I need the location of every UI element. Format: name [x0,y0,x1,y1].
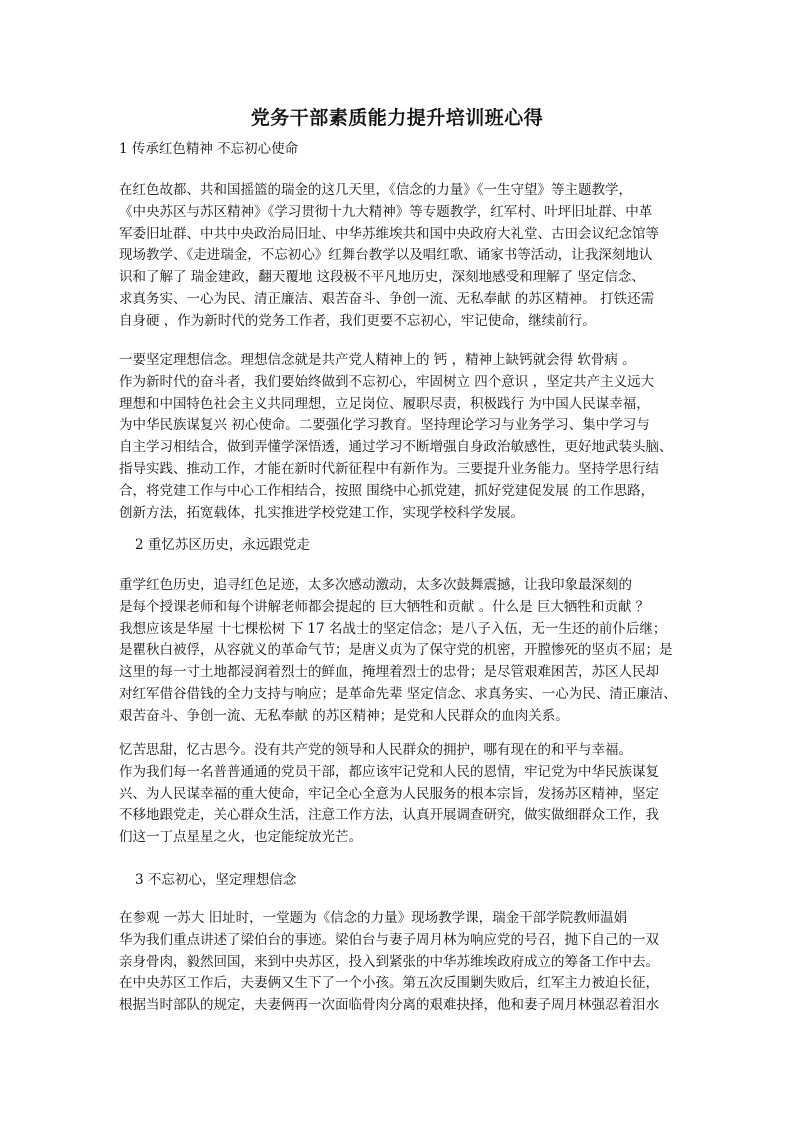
paragraph-line: 军委旧址群、中共中央政治局旧址、中华苏维埃共和国中央政府大礼堂、古田会议纪念馆等 [119,225,659,242]
paragraph-1 [119,180,679,333]
paragraph-line: 现场教学、《走进瑞金，不忘初心》红舞台教学以及唱红歌、诵家书等活动，让我深刻地认 [119,247,653,264]
paragraph-line: 作为新时代的奋斗者，我们要始终做到不忘初心，牢固树立 四个意识 ，坚定共产主义远大 [119,373,655,390]
section-heading-3: 3 不忘初心，坚定理想信念 [135,872,297,888]
paragraph-line: 指导实践、推动工作，才能在新时代新征程中有新作为。三要提升业务能力。坚持学思行结 [119,460,659,477]
paragraph-line: 理想和中国特色社会主义共同理想，立足岗位、履职尽责，积极践行 为中国人民谋幸福， [119,395,650,412]
paragraph-line: 忆苦思甜，忆古思今。没有共产党的领导和人民群众的拥护，哪有现在的和平与幸福。 [119,742,632,758]
paragraph-line: 艰苦奋斗、争创一流、无私奉献 的苏区精神；是党和人民群众的血肉关系。 [119,707,569,724]
section-heading-2: 2 重忆苏区历史，永远跟党走 [135,537,310,553]
paragraph-line: 求真务实、一心为民、清正廉洁、艰苦奋斗、争创一流、无私奉献 的苏区精神。 打铁还需 [119,290,655,307]
paragraph-line: 们这一丁点星星之火，也定能绽放光芒。 [119,829,362,846]
paragraph-line: 一要坚定理想信念。理想信念就是共产党人精神上的 钙 ，精神上缺钙就会得 软骨病 。 [119,352,636,368]
paragraph-line: 《中央苏区与苏区精神》《学习贯彻十九大精神》等专题教学，红军村、叶坪旧址群、中革 [119,203,653,220]
paragraph-line: 自身硬 ，作为新时代的党务工作者，我们更要不忘初心，牢记使命，继续前行。 [119,312,596,329]
paragraph-line: 作为我们每一名普普通通的党员干部，都应该牢记党和人民的恩情，牢记党为中华民族谋复 [119,763,659,780]
paragraph-line: 根据当时部队的规定，夫妻俩再一次面临骨肉分离的艰难抉择，他和妻子周月林强忍着泪水 [119,997,659,1014]
paragraph-line: 我想应该是华屋 十七棵松树 下 17 名战士的坚定信念；是八子入伍，无一生还的前仆后继； [119,620,667,637]
paragraph-line: 对红军借谷借钱的全力支持与响应；是革命先辈 坚定信念、求真务实、一心为民、清正廉洁、 [119,685,677,702]
document-title: 党务干部素质能力提升培训班心得 [250,107,544,129]
paragraph-line: 合，将党建工作与中心工作相结合，按照 围绕中心抓党建，抓好党建促发展 的工作思路， [119,482,655,499]
paragraph-line: 是每个授课老师和每个讲解老师都会提起的 巨大牺牲和贡献 。什么是 巨大牺牲和贡献 ？ [119,598,650,615]
paragraph-2 [119,350,679,524]
paragraph-line: 在参观 一苏大 旧址时，一堂题为《信念的力量》现场教学课，瑞金干部学院教师温娟 [119,910,628,926]
paragraph-line: 是瞿秋白被俘，从容就义的革命气节；是唐义贞为了保守党的机密，开膛惨死的坚贞不屈；是 [119,642,673,659]
paragraph-line: 识和了解了 瑞金建政，翻天覆地 这段极不平凡地历史，深刻地感受和理解了 坚定信念、 [119,269,645,286]
paragraph-line: 重学红色历史，追寻红色足迹，太多次感动激动，太多次鼓舞震撼，让我印象最深刻的 [119,577,632,593]
paragraph-line: 华为我们重点讲述了梁伯台的事迹。梁伯台与妻子周月林为响应党的号召，抛下自己的一双 [119,931,659,948]
paragraph-line: 亲身骨肉，毅然回国，来到中央苏区，投入到紧张的中华苏维埃政府成立的筹备工作中去。 [119,953,659,970]
section-heading-1: 1 传承红色精神 不忘初心使命 [119,141,299,157]
paragraph-5 [119,908,679,1017]
paragraph-4 [119,740,679,849]
paragraph-line: 兴、为人民谋幸福的重大使命，牢记全心全意为人民服务的根本宗旨，发扬苏区精神，坚定 [119,785,659,802]
paragraph-line: 这里的每一寸土地都浸润着烈士的鲜血，掩埋着烈士的忠骨；是尽管艰难困苦，苏区人民却 [119,664,659,681]
paragraph-line: 为中华民族谋复兴 初心使命。二要强化学习教育。坚持理论学习与业务学习、集中学习与 [119,417,650,434]
paragraph-line: 在红色故都、共和国摇篮的瑞金的这几天里，《信念的力量》《一生守望》等主题教学， [119,182,632,198]
paragraph-line: 在中央苏区工作后，夫妻俩又生下了一个小孩。第五次反围剿失败后，红军主力被迫长征， [119,975,659,992]
paragraph-line: 自主学习相结合，做到弄懂学深悟透，通过学习不断增强自身政治敏感性，更好地武装头脑、 [119,439,673,456]
paragraph-line: 不移地跟党走，关心群众生活，注意工作方法，认真开展调查研究，做实做细群众工作，我 [119,807,659,824]
paragraph-3 [119,575,679,728]
paragraph-line: 创新方法，拓宽载体，扎实推进学校党建工作，实现学校科学发展。 [119,504,524,521]
